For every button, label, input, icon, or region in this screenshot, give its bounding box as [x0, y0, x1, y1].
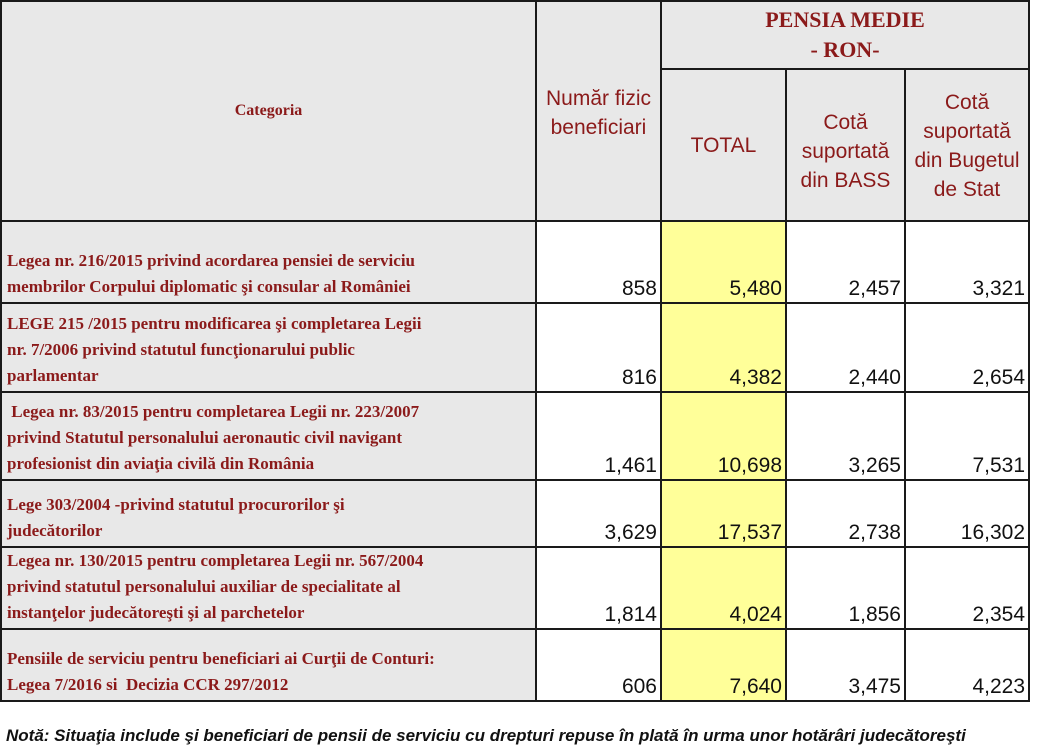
row-beneficiari-cell[interactable]: 816 — [536, 303, 661, 392]
row-beneficiari-cell[interactable]: 858 — [536, 221, 661, 303]
table-row — [1, 303, 1029, 392]
row-bass-cell[interactable]: 2,738 — [786, 480, 905, 547]
row-stat-cell[interactable]: 4,223 — [905, 629, 1029, 701]
row-category-cell[interactable] — [1, 221, 536, 303]
row-category-line: nr. 7/2006 privind statutul funcţionarului public — [7, 340, 355, 359]
row-stat-cell[interactable]: 3,321 — [905, 221, 1029, 303]
row-stat-cell[interactable]: 2,354 — [905, 547, 1029, 629]
header-stat-line: de Stat — [933, 178, 1001, 201]
row-category-cell[interactable] — [1, 547, 536, 629]
row-category-cell[interactable] — [1, 629, 536, 701]
row-category-line: LEGE 215 /2015 pentru modificarea şi completarea Legii — [7, 314, 422, 333]
row-category-line: parlamentar — [7, 366, 99, 385]
row-beneficiari-cell[interactable]: 606 — [536, 629, 661, 701]
row-beneficiari-cell[interactable]: 1,814 — [536, 547, 661, 629]
row-category-line: Legea 7/2016 si Decizia CCR 297/2012 — [7, 675, 289, 694]
row-category-line: privind Statutul personalului aeronautic civil navigant — [7, 428, 403, 447]
row-total-cell[interactable]: 5,480 — [661, 221, 786, 303]
header-bass-line: suportată — [801, 140, 890, 163]
row-total-cell[interactable]: 4,024 — [661, 547, 786, 629]
row-category-line: instanţelor judecătoreşti şi al parchetelor — [7, 603, 305, 622]
table-row — [1, 629, 1029, 701]
header-numar-line: Număr fizic — [545, 87, 651, 110]
row-stat-cell[interactable]: 2,654 — [905, 303, 1029, 392]
row-total-cell[interactable]: 7,640 — [661, 629, 786, 701]
table-row — [1, 547, 1029, 629]
row-total-cell[interactable]: 10,698 — [661, 392, 786, 480]
row-stat-cell[interactable]: 7,531 — [905, 392, 1029, 480]
row-beneficiari-cell[interactable]: 3,629 — [536, 480, 661, 547]
footnote: Notă: Situaţia include şi beneficiari de pensii de serviciu cu drepturi repuse în plată în urma unor hotărâri judecătoreşti — [6, 726, 966, 745]
row-category-line: Legea nr. 130/2015 pentru completarea Legii nr. 567/2004 — [7, 551, 424, 570]
row-beneficiari-cell[interactable]: 1,461 — [536, 392, 661, 480]
header-pensia-line: PENSIA MEDIE — [765, 7, 925, 32]
header-stat-line: Cotă — [944, 91, 990, 114]
header-numar-beneficiari[interactable] — [536, 1, 661, 221]
header-stat-line: suportată — [923, 120, 1011, 143]
table-row — [1, 221, 1029, 303]
header-pensia-medie[interactable] — [661, 1, 1029, 69]
header-cota-buget-stat[interactable] — [905, 69, 1029, 221]
header-stat-line: din Bugetul — [914, 149, 1020, 172]
row-category-line: Legea nr. 83/2015 pentru completarea Legii nr. 223/2007 — [7, 402, 420, 421]
table-row — [1, 392, 1029, 480]
row-category-cell[interactable] — [1, 392, 536, 480]
row-category-line: Pensiile de serviciu pentru beneficiari ai Curţii de Conturi: — [7, 649, 435, 668]
row-bass-cell[interactable]: 3,475 — [786, 629, 905, 701]
header-pensia-line: - RON- — [810, 37, 880, 62]
header-bass-line: din BASS — [800, 169, 891, 192]
row-category-line: judecătorilor — [7, 521, 103, 540]
header-total-label: TOTAL — [690, 133, 757, 157]
row-bass-cell[interactable]: 1,856 — [786, 547, 905, 629]
row-bass-cell[interactable]: 2,440 — [786, 303, 905, 392]
row-category-line: membrilor Corpului diplomatic şi consular al României — [7, 277, 411, 296]
row-category-cell[interactable] — [1, 303, 536, 392]
row-stat-cell[interactable]: 16,302 — [905, 480, 1029, 547]
row-total-cell[interactable]: 17,537 — [661, 480, 786, 547]
table-row — [1, 480, 1029, 547]
row-category-line: privind statutul personalului auxiliar de specialitate al — [7, 577, 401, 596]
header-bass-line: Cotă — [823, 111, 868, 134]
row-bass-cell[interactable]: 2,457 — [786, 221, 905, 303]
row-category-line: Legea nr. 216/2015 privind acordarea pensiei de serviciu — [7, 251, 415, 270]
row-category-line: profesionist din aviaţia civilă din România — [7, 454, 315, 473]
row-bass-cell[interactable]: 3,265 — [786, 392, 905, 480]
row-category-cell[interactable] — [1, 480, 536, 547]
row-category-line: Lege 303/2004 -privind statutul procurorilor şi — [7, 495, 345, 514]
header-total[interactable] — [661, 69, 786, 221]
header-categoria-label: Categoria — [234, 102, 303, 119]
header-categoria[interactable] — [1, 1, 536, 221]
header-numar-line: beneficiari — [550, 116, 647, 139]
row-total-cell[interactable]: 4,382 — [661, 303, 786, 392]
header-cota-bass[interactable] — [786, 69, 905, 221]
